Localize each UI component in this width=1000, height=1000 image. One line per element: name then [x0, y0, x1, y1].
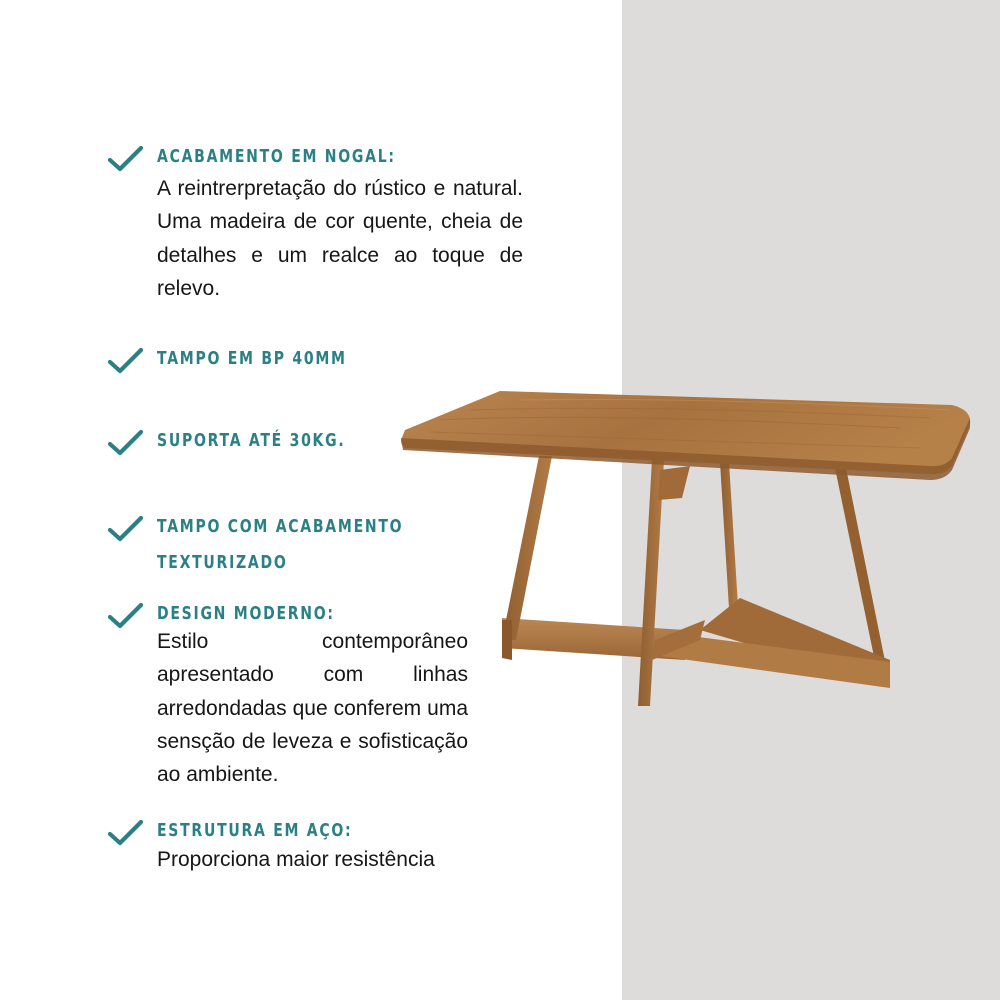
feature-description: Proporciona maior resistência: [157, 848, 435, 871]
feature-description: A reintrerpretação do rústico e natural. Uma madeira de cor quente, cheia de detalhes e um realce ao toque de relevo.: [157, 177, 523, 300]
feature-title: SUPORTA ATÉ 30KG.: [157, 430, 346, 451]
check-icon: [108, 515, 144, 543]
check-icon: [108, 429, 144, 457]
table-image: [390, 380, 990, 720]
feature-title: ESTRUTURA EM AÇO:: [157, 820, 353, 841]
feature-title: TEXTURIZADO: [157, 552, 288, 573]
check-icon: [108, 819, 144, 847]
feature-title: DESIGN MODERNO:: [157, 603, 335, 624]
feature-title: TAMPO EM BP 40MM: [157, 348, 347, 369]
check-icon: [108, 145, 144, 173]
feature-title: TAMPO COM ACABAMENTO: [157, 516, 404, 537]
feature-description: Estilo contemporâneo apresentado com linhas arredondadas que conferem uma sensção de leveza e sofisticação ao ambiente.: [157, 630, 468, 787]
check-icon: [108, 347, 144, 375]
feature-title: ACABAMENTO EM NOGAL:: [157, 146, 396, 167]
check-icon: [108, 602, 144, 630]
